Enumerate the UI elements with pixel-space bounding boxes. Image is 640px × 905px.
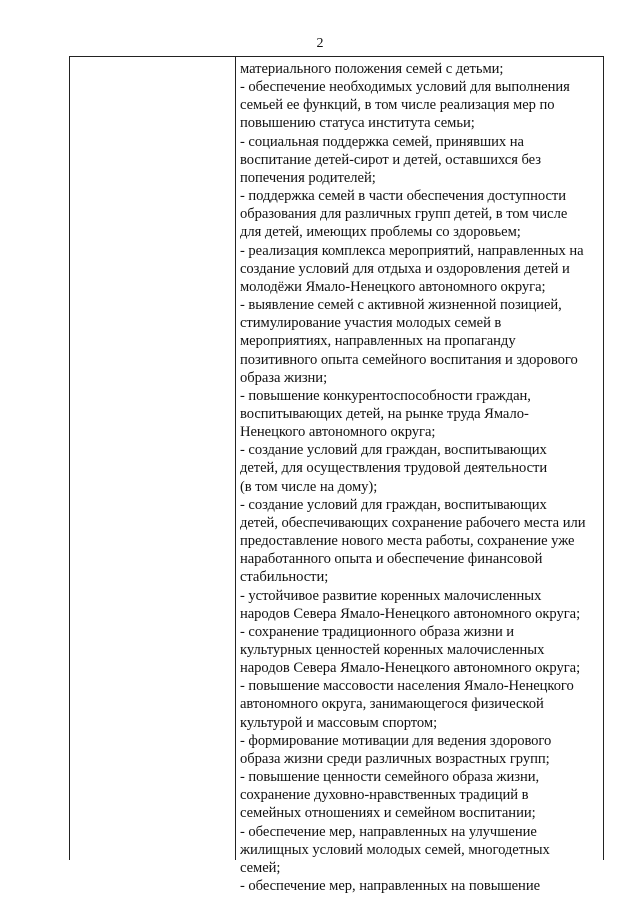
text-line: воспитание детей-сирот и детей, оставшихся без xyxy=(240,151,541,168)
text-line: - социальная поддержка семей, принявших на xyxy=(240,133,524,150)
table-left-cell xyxy=(70,57,236,860)
text-line: семьей ее функций, в том числе реализация мер по xyxy=(240,97,555,114)
text-line: мероприятиях, направленных на пропаганду xyxy=(240,333,516,350)
text-line: (в том числе на дому); xyxy=(240,478,378,495)
text-line: воспитывающих детей, на рынке труда Ямало- xyxy=(240,405,529,422)
text-line: наработанного опыта и обеспечение финансовой xyxy=(240,551,543,568)
text-line: образа жизни среди различных возрастных групп; xyxy=(240,750,550,767)
text-line: образа жизни; xyxy=(240,369,328,386)
text-line: автономного округа, занимающегося физической xyxy=(240,696,544,713)
text-line: - сохранение традиционного образа жизни и xyxy=(240,623,515,640)
text-line: - повышение конкурентоспособности граждан, xyxy=(240,387,531,404)
document-table xyxy=(69,56,604,895)
text-line: - устойчивое развитие коренных малочисленных xyxy=(240,587,542,604)
text-line: детей, обеспечивающих сохранение рабочего места или xyxy=(240,514,586,531)
text-line: создание условий для отдыха и оздоровления детей и xyxy=(240,260,570,277)
text-line: молодёжи Ямало-Ненецкого автономного округа; xyxy=(240,278,546,295)
text-line: материального положения семей с детьми; xyxy=(240,61,504,77)
text-line: детей, для осуществления трудовой деятельности xyxy=(240,460,548,477)
text-line: Ненецкого автономного округа; xyxy=(240,424,436,441)
table-right-cell xyxy=(236,57,603,895)
text-line: народов Севера Ямало-Ненецкого автономного округа; xyxy=(240,605,581,622)
text-line: - обеспечение необходимых условий для выполнения xyxy=(240,79,570,96)
text-line: попечения родителей; xyxy=(240,169,376,186)
text-line: - реализация комплекса мероприятий, направленных на xyxy=(240,242,584,259)
page-number: 2 xyxy=(316,36,324,51)
text-line: - обеспечение мер, направленных на улучшение xyxy=(240,823,537,840)
text-line: семей; xyxy=(240,859,281,876)
text-line: стимулирование участия молодых семей в xyxy=(240,315,502,332)
text-line: - обеспечение мер, направленных на повышение xyxy=(240,878,541,895)
text-line: культурных ценностей коренных малочисленных xyxy=(240,642,545,658)
text-line: образования для различных групп детей, в том числе xyxy=(240,206,568,223)
text-line: для детей, имеющих проблемы со здоровьем; xyxy=(240,224,521,241)
text-line: семейных отношениях и семейном воспитании; xyxy=(240,805,536,822)
text-line: повышению статуса института семьи; xyxy=(240,115,475,132)
text-line: позитивного опыта семейного воспитания и здорового xyxy=(240,351,578,368)
text-line: - повышение ценности семейного образа жизни, xyxy=(240,769,540,786)
text-line: - повышение массовости населения Ямало-Ненецкого xyxy=(240,678,574,695)
text-line: - поддержка семей в части обеспечения доступности xyxy=(240,188,566,205)
text-line: жилищных условий молодых семей, многодетных xyxy=(240,841,550,858)
text-line: стабильности; xyxy=(240,569,329,586)
text-line: - выявление семей с активной жизненной позицией, xyxy=(240,297,562,314)
text-line: - формирование мотивации для ведения здорового xyxy=(240,732,552,749)
text-line: предоставление нового места работы, сохранение уже xyxy=(240,533,575,550)
text-line: народов Севера Ямало-Ненецкого автономного округа; xyxy=(240,660,581,677)
text-line: - создание условий для граждан, воспитывающих xyxy=(240,442,547,459)
text-line: - создание условий для граждан, воспитывающих xyxy=(240,496,547,513)
text-line: сохранение духовно-нравственных традиций в xyxy=(240,787,529,804)
text-line: культурой и массовым спортом; xyxy=(240,714,438,731)
